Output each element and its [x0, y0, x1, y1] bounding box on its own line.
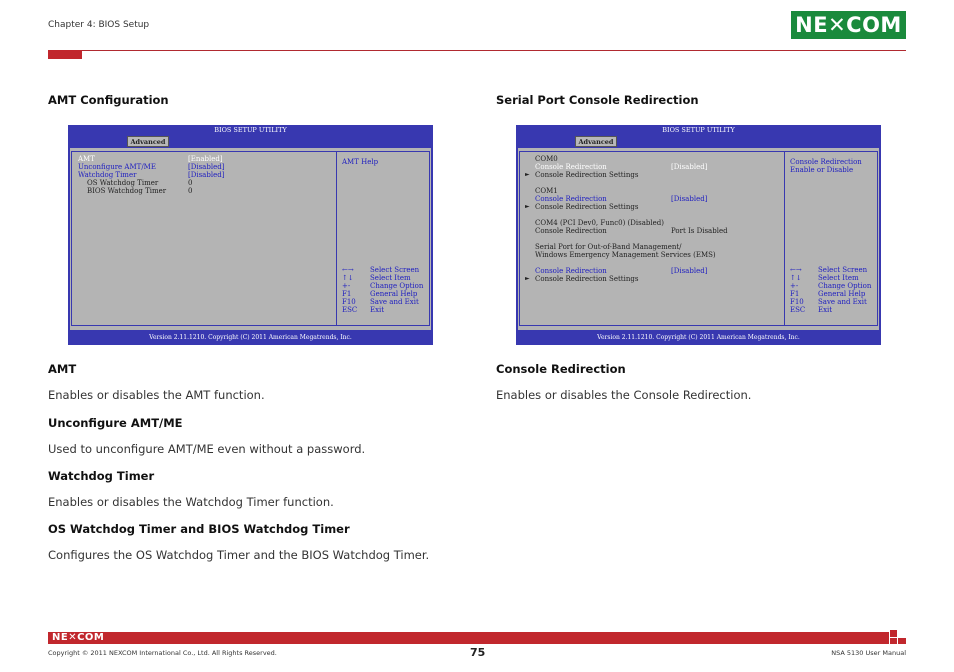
- bios-key-desc: Exit: [818, 306, 833, 314]
- bios-divider: [784, 151, 785, 326]
- bios-key: F10: [790, 298, 804, 306]
- bios-ems-label: Windows Emergency Management Services (EMS): [535, 251, 716, 259]
- bios-key-desc: General Help: [818, 290, 866, 298]
- bios-key-desc: Change Option: [370, 282, 424, 290]
- bios-item-amt[interactable]: AMT: [78, 155, 95, 163]
- bios-key: ESC: [790, 306, 806, 314]
- bios-key-desc: Select Item: [818, 274, 859, 282]
- footer-square: [890, 630, 897, 637]
- bios-footer: Version 2.11.1210. Copyright (C) 2011 American Megatrends, Inc.: [597, 334, 800, 341]
- bios-panel: [70, 148, 431, 330]
- bios-com0-label: COM0: [535, 155, 558, 163]
- bios-com4-label: COM4 (PCI Dev0, Func0) (Disabled): [535, 219, 664, 227]
- bios-tab-advanced[interactable]: Advanced: [127, 136, 169, 147]
- bios-item-console-settings-com1[interactable]: Console Redirection Settings: [535, 203, 639, 211]
- bios-item-os-watchdog: OS Watchdog Timer: [87, 179, 159, 187]
- bios-value-bios-watchdog: 0: [188, 187, 193, 195]
- heading-unconfigure-amt: Unconfigure AMT/ME: [48, 416, 183, 430]
- bios-key: F10: [342, 298, 356, 306]
- text-os-bios-watchdog: Configures the OS Watchdog Timer and the BIOS Watchdog Timer.: [48, 548, 430, 562]
- serial-port-console-heading: Serial Port Console Redirection: [496, 93, 699, 107]
- bios-item-console-settings-com0[interactable]: Console Redirection Settings: [535, 171, 639, 179]
- bios-value-amt[interactable]: [Enabled]: [188, 155, 223, 163]
- bios-key: ←→: [790, 266, 802, 274]
- footer-nexcom-logo: NE✕COM: [52, 632, 105, 643]
- footer-square: [890, 638, 897, 644]
- copyright-text: Copyright © 2011 NEXCOM International Co., Ltd. All Rights Reserved.: [48, 649, 277, 657]
- header-divider: [48, 50, 906, 51]
- bios-value-watchdog-timer[interactable]: [Disabled]: [188, 171, 225, 179]
- text-unconfigure-amt: Used to unconfigure AMT/ME even without a password.: [48, 442, 366, 456]
- bios-value-os-watchdog: 0: [188, 179, 193, 187]
- bios-value-unconfigure-amt[interactable]: [Disabled]: [188, 163, 225, 171]
- bios-value-console-redirection-com0[interactable]: [Disabled]: [671, 163, 708, 171]
- bios-key-desc: Select Item: [370, 274, 411, 282]
- bios-tab-advanced[interactable]: Advanced: [575, 136, 617, 147]
- bios-key: ↑↓: [342, 274, 354, 282]
- bios-screen-serial: [516, 125, 881, 345]
- heading-watchdog-timer: Watchdog Timer: [48, 469, 155, 483]
- bios-help-text: Enable or Disable: [790, 166, 854, 174]
- bios-key: ←→: [342, 266, 354, 274]
- bios-key: +-: [790, 282, 799, 290]
- heading-console-redirection: Console Redirection: [496, 362, 626, 376]
- manual-name: NSA 5130 User Manual: [831, 649, 906, 657]
- bios-item-unconfigure-amt[interactable]: Unconfigure AMT/ME: [78, 163, 156, 171]
- footer-bar: [48, 632, 889, 644]
- triangle-right-icon: ►: [525, 275, 530, 282]
- bios-footer: Version 2.11.1210. Copyright (C) 2011 American Megatrends, Inc.: [149, 334, 352, 341]
- bios-serial-oob-label: Serial Port for Out-of-Band Management/: [535, 243, 682, 251]
- bios-com1-label: COM1: [535, 187, 558, 195]
- bios-title: BIOS SETUP UTILITY: [214, 126, 287, 134]
- bios-item-watchdog-timer[interactable]: Watchdog Timer: [78, 171, 137, 179]
- bios-divider: [336, 151, 337, 326]
- page-number: 75: [470, 646, 486, 659]
- bios-title: BIOS SETUP UTILITY: [662, 126, 735, 134]
- bios-value-console-redirection-com4: Port Is Disabled: [671, 227, 728, 235]
- bios-item-bios-watchdog: BIOS Watchdog Timer: [87, 187, 167, 195]
- bios-key: ESC: [342, 306, 358, 314]
- triangle-right-icon: ►: [525, 203, 530, 210]
- amt-configuration-heading: AMT Configuration: [48, 93, 169, 107]
- heading-os-bios-watchdog: OS Watchdog Timer and BIOS Watchdog Timer: [48, 522, 350, 536]
- bios-item-console-redirection-com0[interactable]: Console Redirection: [535, 163, 607, 171]
- bios-item-console-redirection-com4: Console Redirection: [535, 227, 607, 235]
- bios-key: F1: [342, 290, 352, 298]
- bios-key-desc: Change Option: [818, 282, 872, 290]
- bios-key: ↑↓: [790, 274, 802, 282]
- nexcom-logo: NE✕COM: [791, 11, 906, 39]
- bios-key-desc: Select Screen: [370, 266, 420, 274]
- bios-help-title: Console Redirection: [790, 158, 862, 166]
- bios-key: F1: [790, 290, 800, 298]
- bios-item-console-settings-ems[interactable]: Console Redirection Settings: [535, 275, 639, 283]
- bios-value-console-redirection-com1[interactable]: [Disabled]: [671, 195, 708, 203]
- bios-key-desc: Save and Exit: [818, 298, 867, 306]
- text-console-redirection: Enables or disables the Console Redirection.: [496, 388, 752, 402]
- bios-help-text: AMT Help: [342, 158, 379, 166]
- bios-value-console-redirection-ems[interactable]: [Disabled]: [671, 267, 708, 275]
- bios-key-desc: General Help: [370, 290, 418, 298]
- bios-key: +-: [342, 282, 351, 290]
- bios-key-desc: Exit: [370, 306, 385, 314]
- heading-amt: AMT: [48, 362, 77, 376]
- footer-square: [898, 638, 906, 644]
- bios-key-desc: Save and Exit: [370, 298, 419, 306]
- chapter-label: Chapter 4: BIOS Setup: [48, 20, 150, 30]
- bios-item-console-redirection-com1[interactable]: Console Redirection: [535, 195, 607, 203]
- bios-panel: [518, 148, 879, 330]
- text-amt: Enables or disables the AMT function.: [48, 388, 265, 402]
- header-accent-tab: [48, 50, 82, 59]
- triangle-right-icon: ►: [525, 171, 530, 178]
- bios-item-console-redirection-ems[interactable]: Console Redirection: [535, 267, 607, 275]
- bios-screen-amt: [68, 125, 433, 345]
- bios-key-desc: Select Screen: [818, 266, 868, 274]
- text-watchdog-timer: Enables or disables the Watchdog Timer function.: [48, 495, 334, 509]
